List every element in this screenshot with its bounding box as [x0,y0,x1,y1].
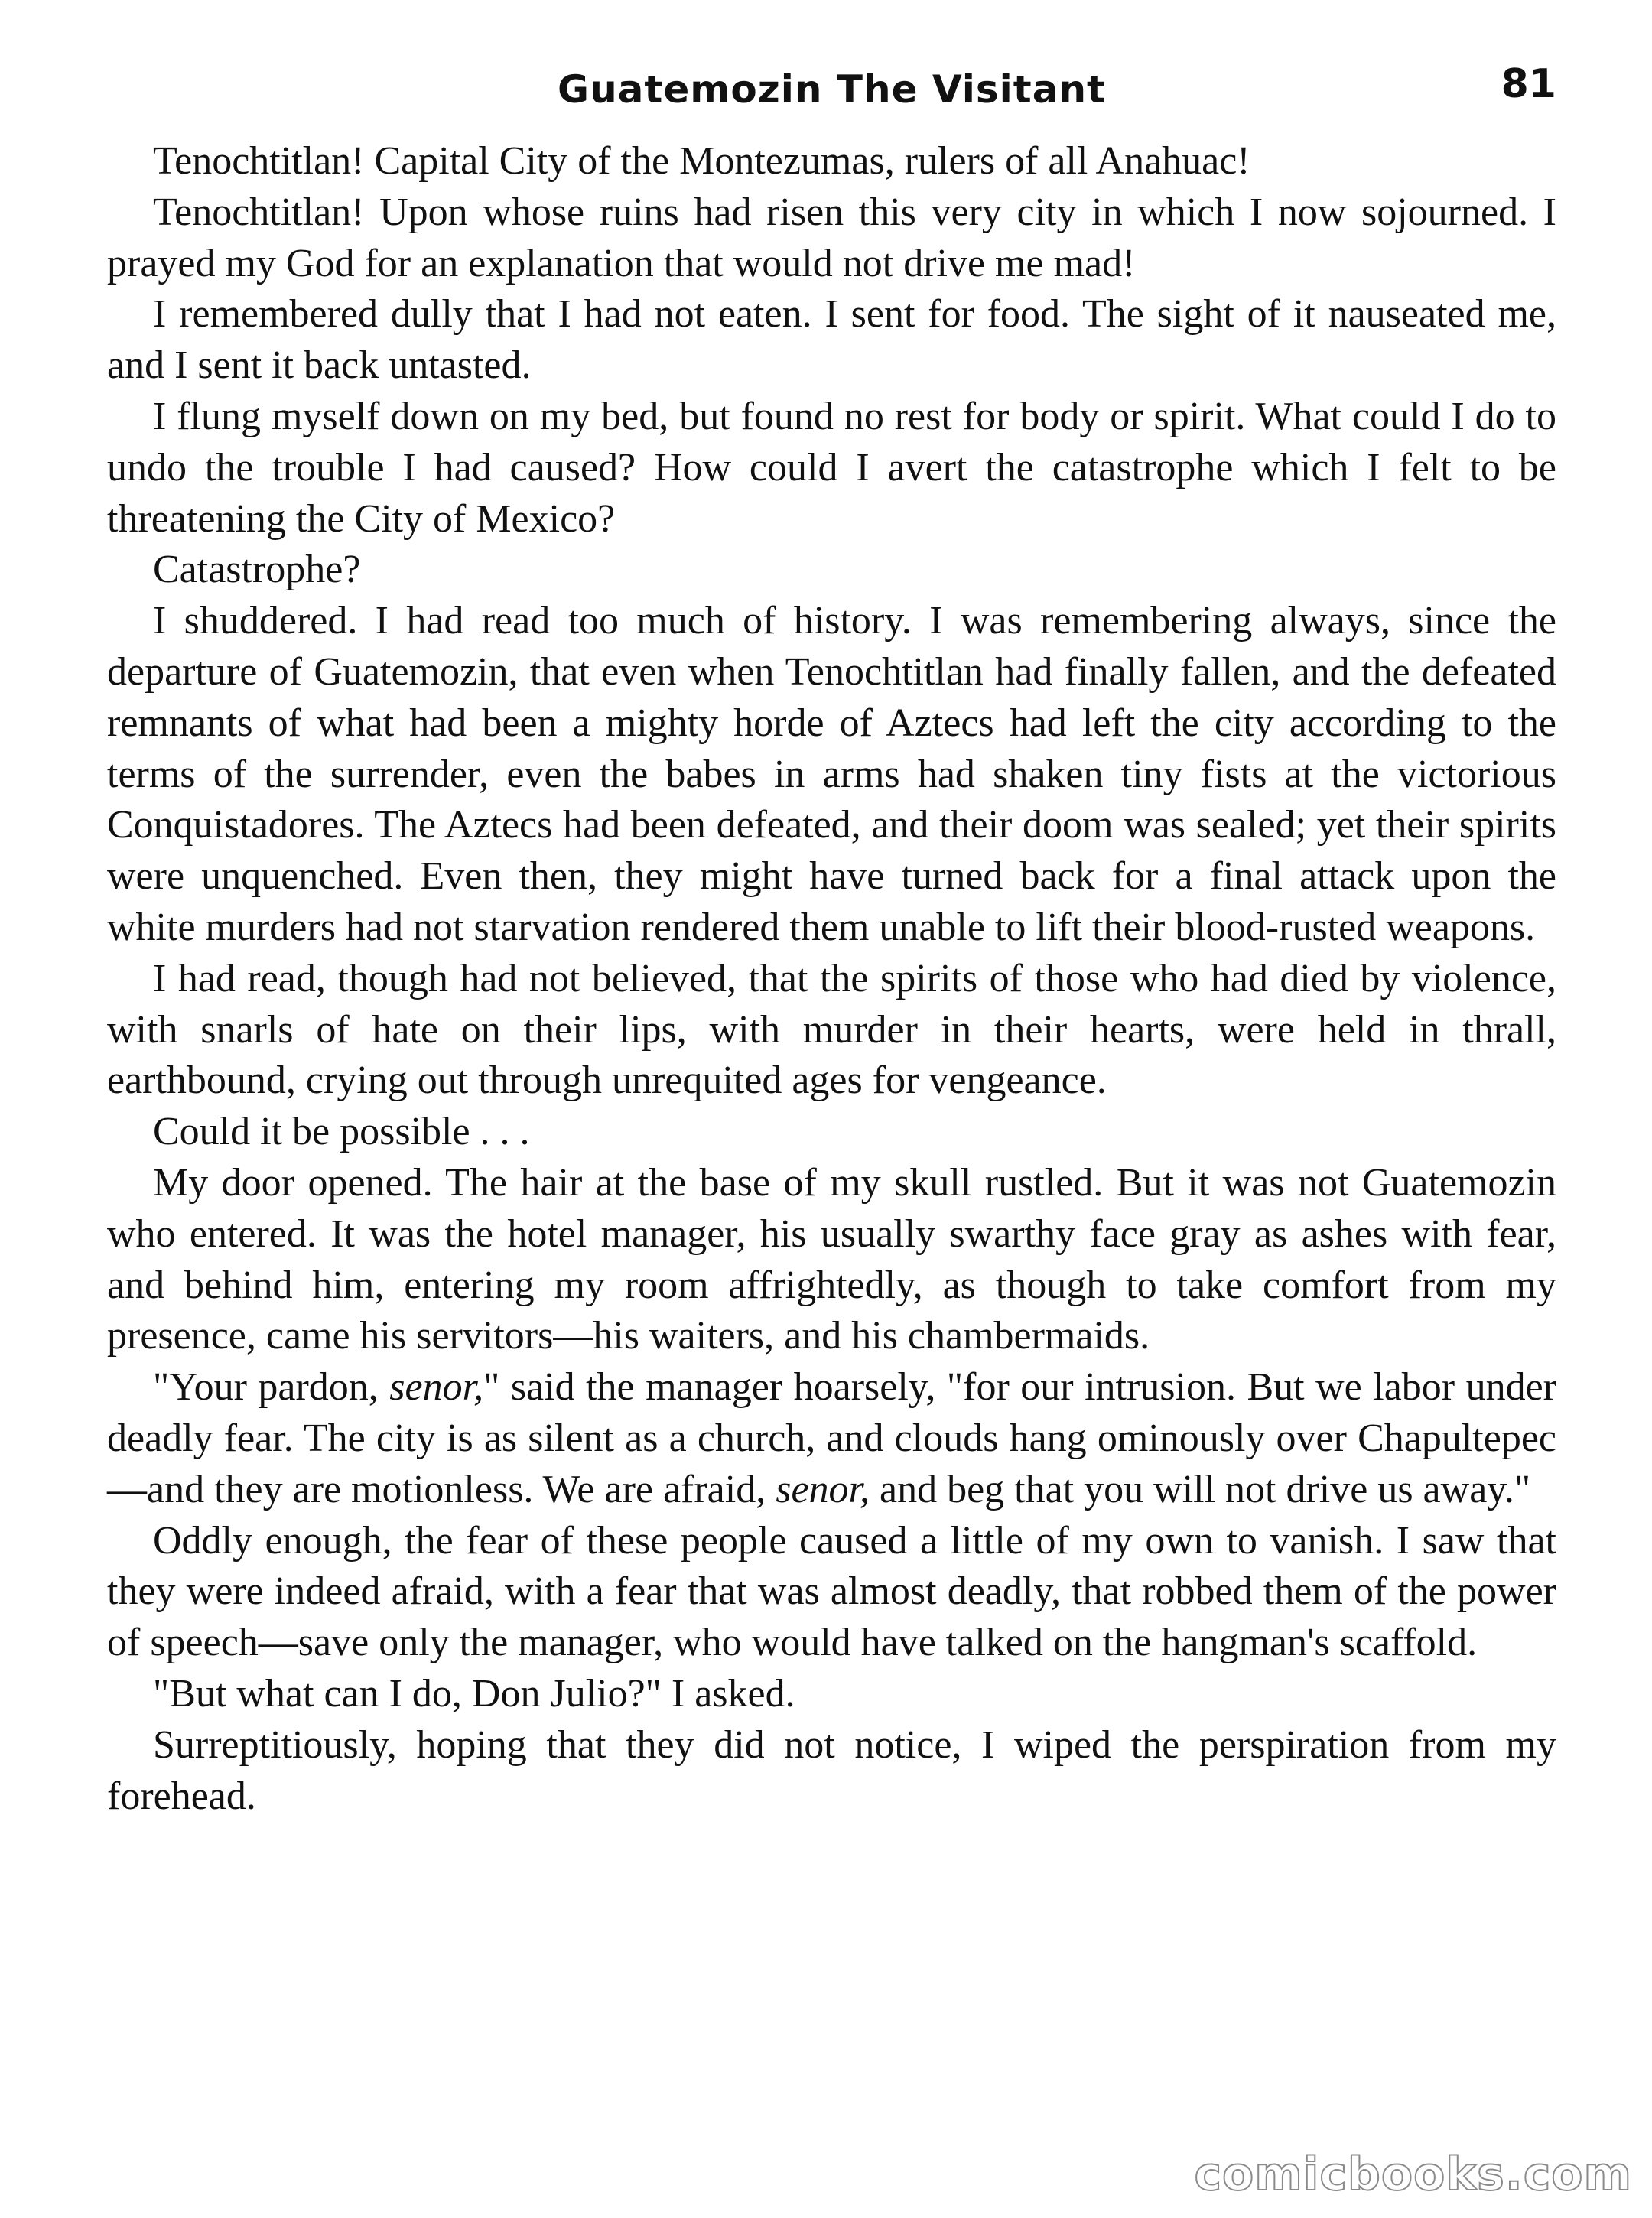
text-run: Tenochtitlan! Capital City of the Montezumas, rulers of all Anahuac! [153,139,1250,183]
paragraph [107,392,1556,545]
text-run: Oddly enough, the fear of these people caused a little of my own to vanish. I saw that they were indeed afraid, with a fear that was almost deadly, that robbed them of the power of speech—save only the manager, who would have talked on the hangman's scaffold. [107,1518,1556,1665]
paragraph [107,289,1556,392]
text-run: "Your pardon, [153,1365,390,1410]
text-run: Catastrophe? [153,548,361,592]
paragraph [107,1516,1556,1669]
italic-text-run: senor, [389,1365,484,1410]
paragraph [107,187,1556,290]
text-run: Surreptitiously, hoping that they did not notice, I wiped the perspiration from my forehead. [107,1722,1556,1818]
text-run: and beg that you will not drive us away." [870,1467,1531,1511]
body-text [107,136,1556,1822]
italic-text-run: senor, [776,1467,870,1511]
text-run: " said the manager hoarsely, "for our intrusion. But we labor under deadly fear. The city is as silent as a church, and clouds hang ominously over Chapultepec—and they are motionless. We are afraid, [107,1365,1556,1511]
paragraph [107,596,1556,954]
paragraph [107,1720,1556,1823]
paragraph [107,1107,1556,1158]
text-run: I remembered dully that I had not eaten. I sent for food. The sight of it nauseated me, and I sent it back untasted. [107,292,1556,388]
paragraph [107,136,1556,187]
paragraph [107,954,1556,1107]
text-run: I had read, though had not believed, that the spirits of those who had died by violence, with snarls of hate on their lips, with murder in their hearts, were held in thrall, earthbound, crying out through unrequited ages for vengeance. [107,956,1556,1103]
paragraph [107,545,1556,596]
paragraph [107,1669,1556,1720]
page-number: 81 [1501,61,1556,107]
text-run: Tenochtitlan! Upon whose ruins had risen this very city in which I now sojourned. I prayed my God for an explanation that would not drive me mad! [107,190,1556,285]
running-head [107,61,1556,128]
text-run: Could it be possible . . . [153,1110,530,1154]
paragraph [107,1362,1556,1515]
text-run: I shuddered. I had read too much of history. I was remembering always, since the departure of Guatemozin, that even when Tenochtitlan had finally fallen, and the defeated remnants of what had been a mighty horde of Aztecs had left the city according to the terms of the surrender, even the babes in arms had shaken tiny fists at the victorious Conquistadores. The Aztecs had been defeated, and their doom was sealed; yet their spirits were unquenched. Even then, they might have turned back for a final attack upon the white murders had not starvation rendered them unable to lift their blood-rusted weapons. [107,599,1556,949]
watermark-logo: comicbooks.com [1194,2148,1632,2201]
text-run: I flung myself down on my bed, but found no rest for body or spirit. What could I do to undo the trouble I had caused? How could I avert the catastrophe which I felt to be threatening the City of Mexico? [107,394,1556,541]
text-run: "But what can I do, Don Julio?" I asked. [153,1671,795,1716]
running-title: Guatemozin The Visitant [558,67,1106,112]
text-run: My door opened. The hair at the base of my skull rustled. But it was not Guatemozin who entered. It was the hotel manager, his usually swarthy face gray as ashes with fear, and behind him, entering my room affrightedly, as though to take comfort from my presence, came his servitors—his waiters, and his chambermaids. [107,1160,1556,1358]
paragraph [107,1158,1556,1362]
